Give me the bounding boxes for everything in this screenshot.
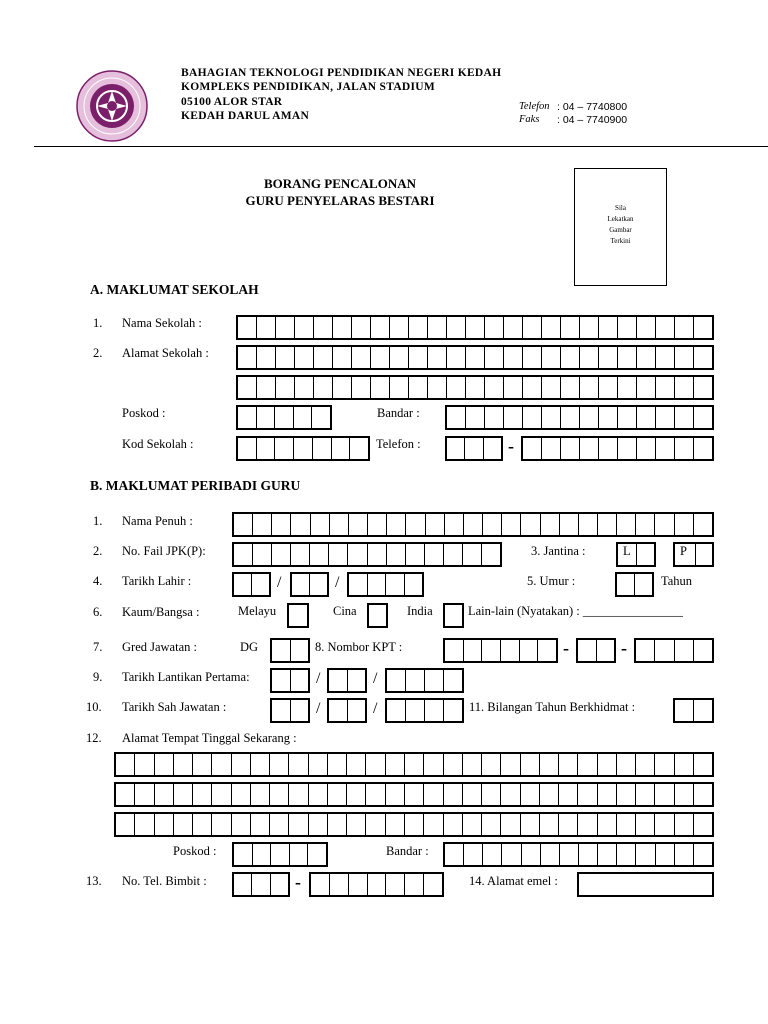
confirmation-year-field[interactable] [385,698,464,723]
grade-label: Gred Jawatan : [122,640,197,654]
appointment-date-label: Tarikh Lantikan Pertama: [122,670,250,684]
confirmation-month-field[interactable] [327,698,367,723]
section-a-heading: A. MAKLUMAT SEKOLAH [90,282,259,297]
years-service-label: 11. Bilangan Tahun Berkhidmat : [469,700,636,714]
item-number: 1. [93,514,103,528]
race-chinese-checkbox[interactable] [367,603,388,628]
home-city-field[interactable] [443,842,714,867]
file-no-label: No. Fail JPK(P): [122,544,206,558]
dob-month-field[interactable] [290,572,329,597]
confirmation-day-field[interactable] [270,698,310,723]
race-label: Kaum/Bangsa : [122,605,200,619]
date-slash: / [335,574,340,591]
school-phone-area-field[interactable] [445,436,503,461]
gender-l-text: L [623,544,631,558]
home-postcode-field[interactable] [232,842,328,867]
form-title-line-1: BORANG PENCALONAN [263,176,417,191]
photo-hint-3: Gambar [609,226,632,234]
phone-value: : 04 – 7740800 [557,101,628,113]
appointment-year-field[interactable] [385,668,464,693]
school-name-field[interactable] [236,315,714,340]
current-address-label: Alamat Tempat Tinggal Sekarang : [122,731,297,745]
org-line-3: 05100 ALOR STAR [181,96,283,108]
mobile-label: No. Tel. Bimbit : [122,874,207,888]
age-label: 5. Umur : [527,574,576,588]
mobile-number-field[interactable] [309,872,444,897]
kpt-part-1-field[interactable] [443,638,558,663]
current-address-line-3[interactable] [114,812,714,837]
date-slash: / [316,670,321,687]
full-name-field[interactable] [232,512,714,537]
school-city-label: Bandar : [377,406,420,420]
dob-label: Tarikh Lahir : [122,574,192,588]
race-malay-text: Melayu [238,604,277,618]
school-postcode-field[interactable] [236,405,332,430]
gender-label: 3. Jantina : [531,544,586,558]
confirmation-date-label: Tarikh Sah Jawatan : [122,700,227,714]
photo-hint-1: Sila [615,204,626,212]
race-chinese-text: Cina [333,604,357,618]
school-code-label: Kod Sekolah : [122,437,194,451]
photo-hint-2: Lekatkan [607,215,634,223]
phone-dash: - [508,436,514,456]
school-phone-number-field[interactable] [521,436,714,461]
home-postcode-label: Poskod : [173,844,217,858]
header-divider [34,146,768,147]
logo [76,70,148,142]
years-service-field[interactable] [673,698,714,723]
school-address-line-1[interactable] [236,345,714,370]
photo-hint-4: Terkini [610,237,631,245]
gender-p-text: P [680,544,687,558]
item-number: 9. [93,670,103,684]
appointment-month-field[interactable] [327,668,367,693]
item-number: 1. [93,316,103,330]
kpt-part-2-field[interactable] [576,638,616,663]
current-address-line-1[interactable] [114,752,714,777]
kpt-part-3-field[interactable] [634,638,714,663]
full-name-label: Nama Penuh : [122,514,193,528]
race-malay-checkbox[interactable] [287,603,309,628]
kpt-dash: - [621,638,627,658]
date-slash: / [373,670,378,687]
mobile-prefix-field[interactable] [232,872,290,897]
current-address-line-2[interactable] [114,782,714,807]
file-no-field[interactable] [232,542,502,567]
kpt-label: 8. Nombor KPT : [315,640,403,654]
grade-prefix: DG [240,640,259,654]
section-b-heading: B. MAKLUMAT PERIBADI GURU [90,478,301,493]
email-label: 14. Alamat emel : [469,874,558,888]
item-number: 2. [93,544,103,558]
item-number: 10. [86,700,102,714]
item-number: 13. [86,874,102,888]
race-india-text: India [407,604,433,618]
fax-label: Faks [519,114,540,125]
item-number: 7. [93,640,103,654]
school-name-label: Nama Sekolah : [122,316,202,330]
org-line-4: KEDAH DARUL AMAN [181,110,310,122]
date-slash: / [316,700,321,717]
school-code-field[interactable] [236,436,370,461]
age-field[interactable] [615,572,654,597]
grade-field[interactable] [270,638,310,663]
gender-l-checkbox[interactable] [616,542,656,567]
phone-label: Telefon [519,101,550,112]
org-line-2: KOMPLEKS PENDIDIKAN, JALAN STADIUM [181,81,436,93]
race-india-checkbox[interactable] [443,603,464,628]
dob-day-field[interactable] [232,572,271,597]
appointment-day-field[interactable] [270,668,310,693]
school-city-field[interactable] [445,405,714,430]
item-number: 6. [93,605,103,619]
school-address-label: Alamat Sekolah : [122,346,209,360]
form-title-line-2: GURU PENYELARAS BESTARI [245,193,435,208]
school-phone-label: Telefon : [376,437,421,451]
fax-value: : 04 – 7740900 [557,114,628,126]
school-address-line-2[interactable] [236,375,714,400]
race-other-label: Lain-lain (Nyatakan) : ________________ [468,604,683,618]
item-number: 2. [93,346,103,360]
mobile-dash: - [295,872,301,892]
email-field[interactable] [577,872,714,897]
date-slash: / [373,700,378,717]
gender-p-checkbox[interactable] [673,542,714,567]
org-line-1: BAHAGIAN TEKNOLOGI PENDIDIKAN NEGERI KEDAH [181,67,502,79]
age-unit: Tahun [661,574,693,588]
kpt-dash: - [563,638,569,658]
school-postcode-label: Poskod : [122,406,166,420]
item-number: 12. [86,731,102,745]
dob-year-field[interactable] [347,572,424,597]
date-slash: / [277,574,282,591]
home-city-label: Bandar : [386,844,429,858]
item-number: 4. [93,574,103,588]
photo-placeholder[interactable] [574,168,667,286]
